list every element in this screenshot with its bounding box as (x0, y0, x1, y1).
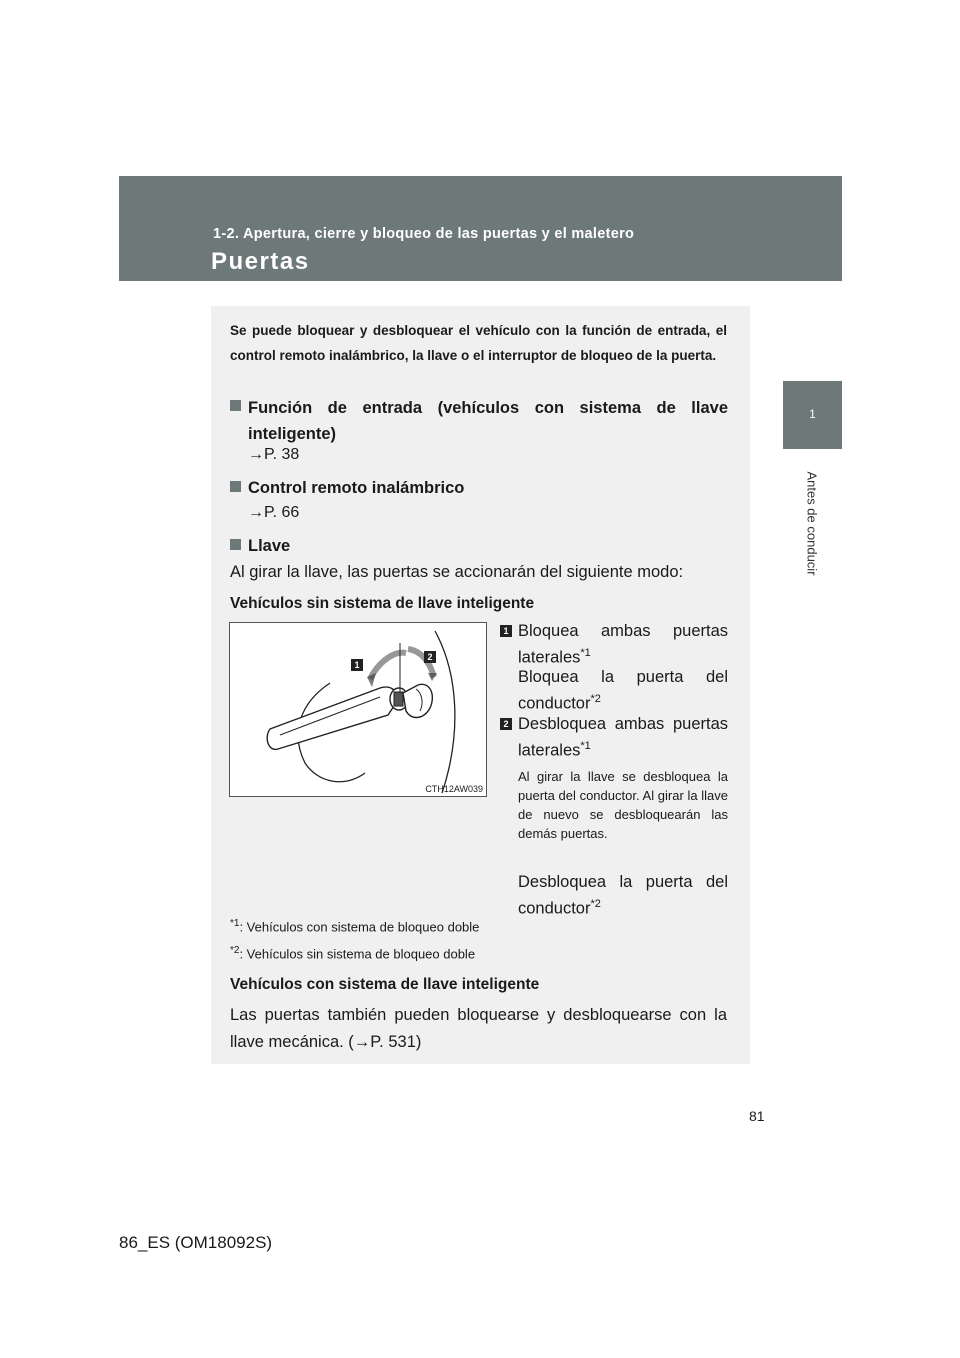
item-2-line2-text: Desbloquea la puerta del conductor (518, 873, 728, 918)
footnote-1-mark: *1 (230, 918, 240, 929)
without-smart-key-subheading: Vehículos sin sistema de llave inteligente (230, 595, 535, 612)
remote-heading (230, 479, 464, 498)
item-2-line2 (518, 871, 728, 920)
key-heading (230, 537, 290, 556)
remote-heading-text: Control remoto inalámbrico (248, 479, 465, 497)
door-handle-key-drawing (230, 623, 486, 796)
section-title: 1-2. Apertura, cierre y bloqueo de las puertas y el maletero (213, 226, 635, 242)
entry-heading: Función de entrada (vehículos con sistema de llave inteligente) (248, 399, 728, 443)
item-1-sup2: *2 (590, 693, 601, 705)
item-1-line2 (518, 666, 728, 715)
remote-page-ref[interactable]: →P. 66 (248, 504, 300, 521)
item-2-sup1: *1 (580, 740, 591, 752)
page-number: 81 (749, 1108, 765, 1124)
chapter-label (803, 455, 821, 595)
entry-page-ref[interactable]: →P. 38 (248, 446, 300, 463)
square-bullet-icon (230, 481, 241, 492)
chapter-number: 1 (809, 407, 816, 421)
footnote-1 (230, 918, 479, 934)
door-handle-illustration (229, 622, 487, 797)
item-1-sup1: *1 (580, 647, 591, 659)
intro-text: Se puede bloquear y desbloquear el vehículo con la función de entrada, el control remoto inalámbrico, la llave o el interruptor de bloqueo de la puerta. (230, 323, 727, 363)
item-2-badge: 2 (500, 718, 512, 730)
with-smart-key-text: Las puertas también pueden bloquearse y desbloquearse con la llave mecánica. (→P. 531) (230, 1006, 727, 1051)
item-1-line1 (518, 620, 728, 669)
footnote-2 (230, 945, 475, 961)
key-text: Al girar la llave, las puertas se accionarán del siguiente modo: (230, 563, 684, 581)
footnote-2-text: : Vehículos sin sistema de bloqueo doble (239, 946, 476, 962)
key-heading-text: Llave (248, 537, 291, 555)
chapter-label-text: Antes de conducir (804, 471, 820, 576)
figure-code: CTH12AW039 (425, 784, 483, 794)
item-1-line2-text: Bloquea la puerta del conductor (518, 668, 728, 713)
footnote-1-text: : Vehículos con sistema de bloqueo doble (239, 919, 480, 935)
item-1-badge: 1 (500, 625, 512, 637)
square-bullet-icon (230, 539, 241, 550)
callout-2: 2 (424, 651, 436, 663)
footnote-2-mark: *2 (230, 945, 240, 956)
callout-1: 1 (351, 659, 363, 671)
item-2-sup2: *2 (590, 898, 601, 910)
entry-heading-marker (230, 398, 248, 417)
item-1-line1-text: Bloquea ambas puertas laterales (518, 622, 728, 667)
document-code: 86_ES (OM18092S) (119, 1233, 273, 1252)
item-2-note: Al girar la llave se desbloquea la puerta del conductor. Al girar la llave de nuevo se desbloquearán las demás puertas. (518, 769, 728, 841)
chapter-tab[interactable] (783, 381, 842, 449)
item-2-line1 (518, 713, 728, 762)
square-bullet-icon (230, 400, 241, 411)
page-title: Puertas (211, 248, 310, 275)
item-2-line1-text: Desbloquea ambas puertas laterales (518, 715, 728, 760)
with-smart-key-subheading: Vehículos con sistema de llave inteligente (230, 976, 540, 993)
